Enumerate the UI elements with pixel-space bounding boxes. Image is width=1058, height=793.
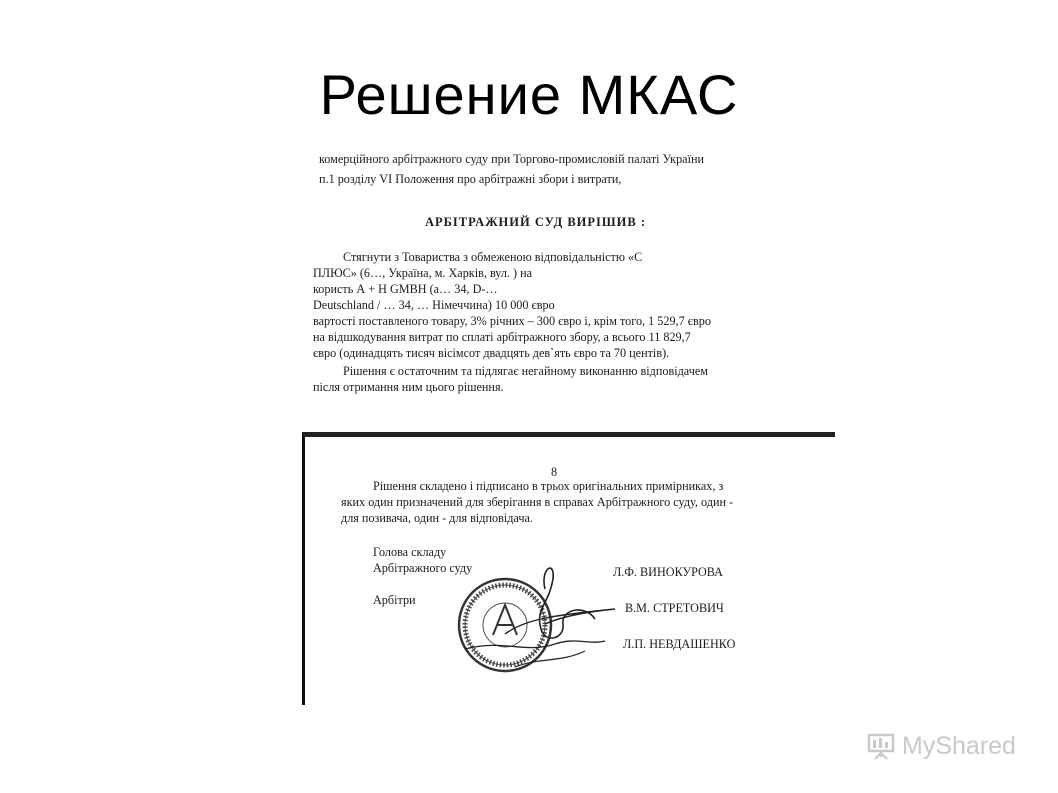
- doc-line: Deutschland / … 34, … Німеччина) 10 000 євро: [313, 298, 555, 312]
- document-scan-decision: [305, 148, 835, 410]
- arbiter-name: Л.П. НЕВДАШЕНКО: [623, 637, 736, 651]
- chair-name: Л.Ф. ВИНОКУРОВА: [613, 565, 723, 579]
- brand-watermark: [866, 731, 1016, 761]
- doc-line: вартості поставленого товару, 3% річних – 300 євро і, крім того, 1 529,7 євро: [313, 314, 711, 328]
- doc-line: яких один призначений для зберігання в справах Арбітражного суду, один -: [341, 495, 734, 509]
- doc-line: користь А + Н GMBH (а… 34, D-…: [313, 282, 498, 296]
- presentation-board-icon: [866, 731, 896, 761]
- brand-name: MyShared: [902, 731, 1016, 760]
- doc-line: Стягнути з Товариства з обмеженою відповідальністю «С: [343, 250, 643, 264]
- page-number: 8: [551, 465, 558, 479]
- chair-label: Голова складу: [373, 545, 447, 559]
- chair-label: Арбітражного суду: [373, 561, 473, 575]
- doc-line: для позивача, один - для відповідача.: [341, 511, 533, 525]
- arbiters-label: Арбітри: [373, 593, 416, 607]
- doc-line: ПЛЮС» (6…, Україна, м. Харків, вул. ) на: [313, 266, 533, 280]
- doc-line: після отримання ним цього рішення.: [313, 380, 504, 394]
- doc-line: євро (одинадцять тисяч вісімсот двадцять дев`ять євро та 70 центів).: [313, 346, 670, 360]
- decision-heading: АРБІТРАЖНИЙ СУД ВИРІШИВ :: [425, 215, 646, 229]
- document-scan-signatures: [302, 432, 835, 705]
- doc-line: Рішення складено і підписано в трьох оригінальних примірниках, з: [373, 479, 724, 493]
- slide-title: Решение МКАС: [319, 63, 739, 126]
- doc-line: п.1 розділу VI Положення про арбітражні збори і витрати,: [319, 172, 622, 186]
- doc-line: на відшкодування витрат по сплаті арбітражного збору, а всього 11 829,7: [313, 330, 691, 344]
- signature-icon: [445, 549, 625, 679]
- doc-line: комерційного арбітражного суду при Торгово-промисловій палаті України: [319, 152, 705, 166]
- doc-line: Рішення є остаточним та підлягає негайному виконанню відповідачем: [343, 364, 708, 378]
- arbiter-name: В.М. СТРЕТОВИЧ: [625, 601, 724, 615]
